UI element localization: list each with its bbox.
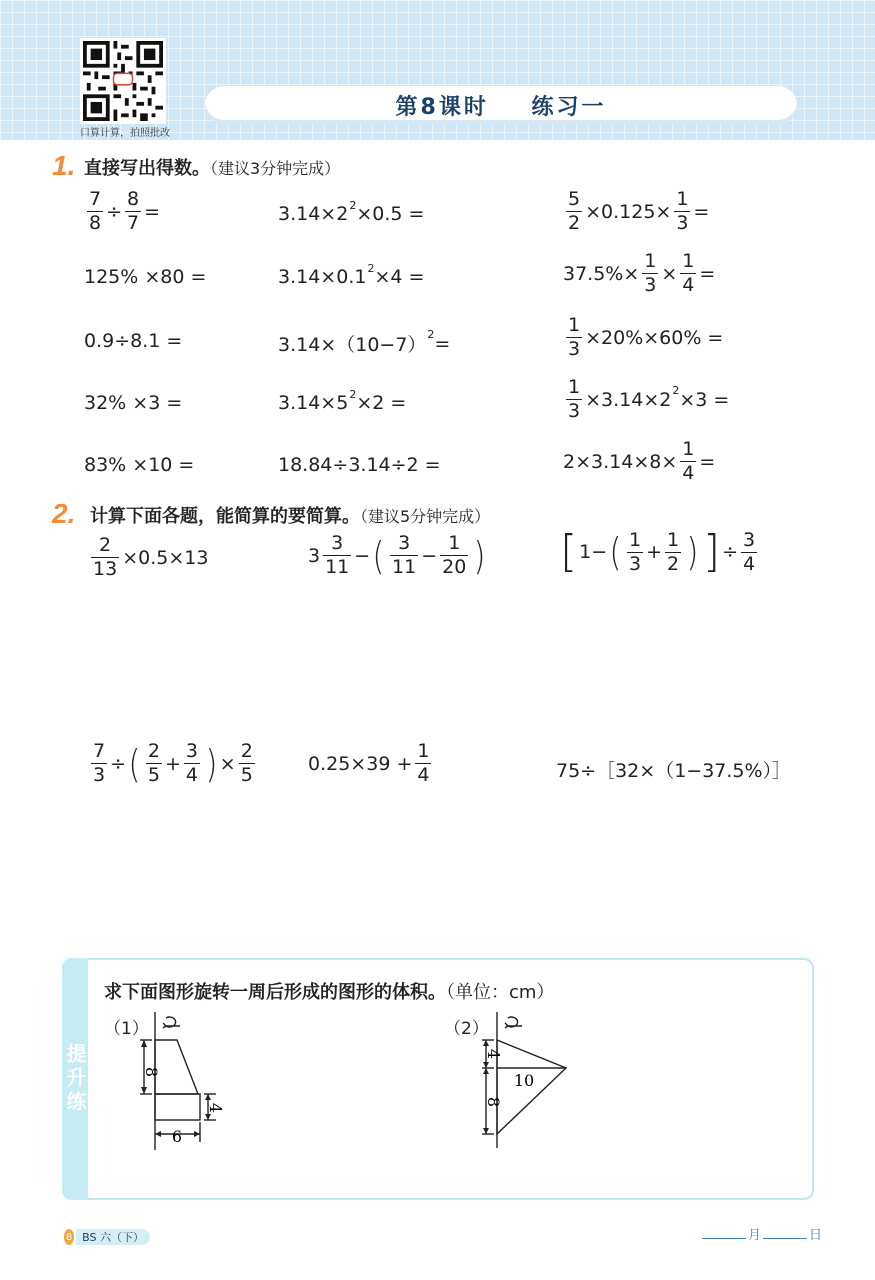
page-badge [64, 1228, 150, 1246]
panel-title: 求下面图形旋转一周后形成的图形的体积。（单位：cm） [104, 982, 555, 1003]
problem-5-1: 83% ×10 = [84, 454, 195, 476]
day-label: 日 [809, 1228, 823, 1243]
problem-5-2: 18.84÷3.14÷2 = [278, 454, 441, 476]
problem-2-3: 37.5%× $\frac{1}{3}$ × $\frac{1}{4}$ = [563, 250, 716, 296]
page-header [0, 0, 875, 140]
page-number: 8 [64, 1229, 74, 1245]
section2-hint: （建议5分钟完成） [360, 507, 491, 526]
section2-title: 计算下面各题，能简算的要简算。（建议5分钟完成） [90, 506, 491, 527]
grade-label: BS 六（下） [76, 1229, 150, 1245]
problem2-1: $\frac{2}{13}$ ×0.5×13 [93, 534, 209, 580]
problem-3-2: 3.14×（10−7） 2 = [278, 328, 451, 356]
date-field [700, 1224, 822, 1243]
lesson-title-bar [205, 86, 797, 124]
figure2-bottom-label: 8 [484, 1096, 503, 1108]
problem-4-3: $\frac{1}{3}$ ×3.14×2 2 ×3 = [568, 376, 730, 422]
day-blank[interactable] [763, 1238, 807, 1239]
qr-code-icon [83, 41, 163, 121]
extension-tab [62, 958, 88, 1200]
figure1-height-label: 8 [142, 1066, 161, 1078]
month-blank[interactable] [702, 1238, 746, 1239]
figure2-diagram [470, 1010, 590, 1160]
figure2-width-label: 10 [513, 1071, 535, 1090]
problem2-3: [ 1− ( $\frac{1}{3}$ + $\frac{1}{2}$ ) ] ÷ $\frac{3}{4}$ [560, 526, 756, 577]
figure1-label: （1） [104, 1019, 149, 1039]
qr-caption: 口算计算，拍照批改 [80, 128, 170, 139]
extension-tab-label: 提升练 [63, 1043, 87, 1115]
section1-hint: （建议3分钟完成） [210, 159, 341, 178]
problem2-6: 75÷［32×（1−37.5%）］ [556, 760, 792, 782]
lesson-number: 第8课时 [395, 94, 489, 120]
problem-3-3: $\frac{1}{3}$ ×20%×60% = [568, 314, 724, 360]
problem2-2: 3 $\frac{3}{11}$ − ( $\frac{3}{11}$ − $\frac{1}{20}$ ) [308, 532, 486, 578]
lesson-title: 练习一 [531, 94, 607, 120]
problem2-5: 0.25×39 + $\frac{1}{4}$ [308, 740, 430, 786]
problem-4-1: 32% ×3 = [84, 392, 183, 414]
problem-4-2: 3.14×5 2 ×2 = [278, 387, 407, 414]
section1-title: 直接写出得数。（建议3分钟完成） [84, 158, 341, 179]
problem-5-3: 2×3.14×8× $\frac{1}{4}$ = [563, 438, 716, 484]
section2-number: 2. [52, 498, 76, 529]
problem-2-2: 3.14×0.1 2 ×4 = [278, 261, 425, 288]
problem-1-2: 3.14×2 2 ×0.5 = [278, 198, 425, 225]
panel-unit: （单位：cm） [446, 982, 555, 1003]
figure2-label: （2） [444, 1019, 489, 1039]
figure1-width-label: 6 [171, 1127, 183, 1146]
month-label: 月 [748, 1228, 762, 1243]
figure1-step-label: 4 [206, 1102, 225, 1114]
problem-1-1: $\frac{7}{8}$ ÷ $\frac{8}{7}$ = [89, 188, 161, 234]
problem-1-3: $\frac{5}{2}$ ×0.125× $\frac{1}{3}$ = [568, 188, 710, 234]
section1-number: 1. [52, 150, 76, 181]
figure2-top-label: 4 [484, 1048, 503, 1060]
problem2-4: $\frac{7}{3}$ ÷ ( $\frac{2}{5}$ + $\frac{3}{4}$ ) × $\frac{2}{5}$ [93, 740, 253, 786]
qr-code[interactable] [80, 38, 166, 124]
problem-3-1: 0.9÷8.1 = [84, 330, 183, 352]
figure1-diagram [130, 1010, 240, 1160]
problem-2-1: 125% ×80 = [84, 266, 207, 288]
